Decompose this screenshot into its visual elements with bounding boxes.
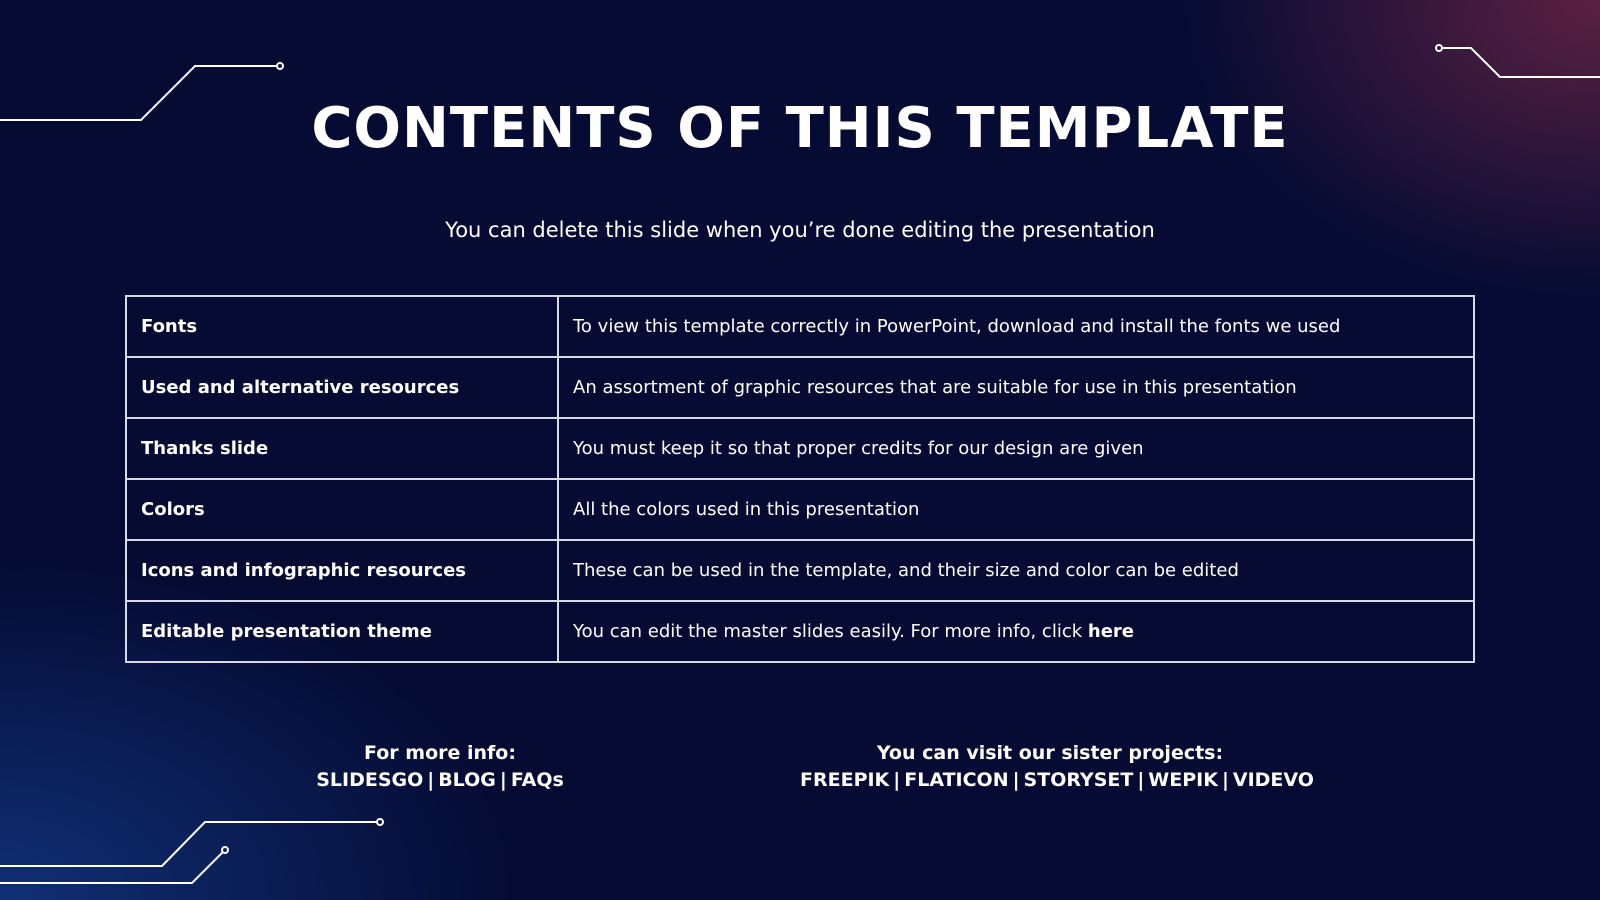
sister-projects-block xyxy=(800,740,1314,794)
wepik-link[interactable]: WEPIK xyxy=(1148,769,1218,791)
blog-link[interactable]: BLOG xyxy=(438,769,496,791)
row-description: You must keep it so that proper credits for our design are given xyxy=(558,418,1474,479)
videvo-link[interactable]: VIDEVO xyxy=(1232,769,1314,791)
row-description: These can be used in the template, and their size and color can be edited xyxy=(558,540,1474,601)
row-description: To view this template correctly in PowerPoint, download and install the fonts we used xyxy=(558,296,1474,357)
more-info-heading: For more info: xyxy=(364,742,516,764)
table-row xyxy=(126,418,1474,479)
more-info-block xyxy=(240,740,640,794)
contents-table xyxy=(125,295,1475,663)
row-label: Colors xyxy=(126,479,558,540)
row-description xyxy=(558,601,1474,662)
slidesgo-link[interactable]: SLIDESGO xyxy=(316,769,424,791)
row-description: An assortment of graphic resources that are suitable for use in this presentation xyxy=(558,357,1474,418)
row-label: Fonts xyxy=(126,296,558,357)
faqs-link[interactable]: FAQs xyxy=(510,769,564,791)
table-row xyxy=(126,540,1474,601)
more-info-links: SLIDESGO | BLOG | FAQs xyxy=(316,769,564,791)
here-link[interactable]: here xyxy=(1087,621,1134,642)
table-row xyxy=(126,601,1474,662)
row-label: Used and alternative resources xyxy=(126,357,558,418)
page-title: CONTENTS OF THIS TEMPLATE xyxy=(311,96,1289,161)
row-description-text: You can edit the master slides easily. For more info, click xyxy=(573,621,1088,642)
row-description: All the colors used in this presentation xyxy=(558,479,1474,540)
table-row xyxy=(126,479,1474,540)
flaticon-link[interactable]: FLATICON xyxy=(904,769,1009,791)
row-label: Icons and infographic resources xyxy=(126,540,558,601)
sister-projects-links: FREEPIK | FLATICON | STORYSET | WEPIK | VIDEVO xyxy=(800,769,1314,791)
row-label: Editable presentation theme xyxy=(126,601,558,662)
table-row xyxy=(126,296,1474,357)
freepik-link[interactable]: FREEPIK xyxy=(800,769,890,791)
table-row xyxy=(126,357,1474,418)
row-label: Thanks slide xyxy=(126,418,558,479)
storyset-link[interactable]: STORYSET xyxy=(1023,769,1134,791)
sister-projects-heading: You can visit our sister projects: xyxy=(876,742,1224,764)
page-subtitle: You can delete this slide when you’re done editing the presentation xyxy=(445,218,1155,242)
